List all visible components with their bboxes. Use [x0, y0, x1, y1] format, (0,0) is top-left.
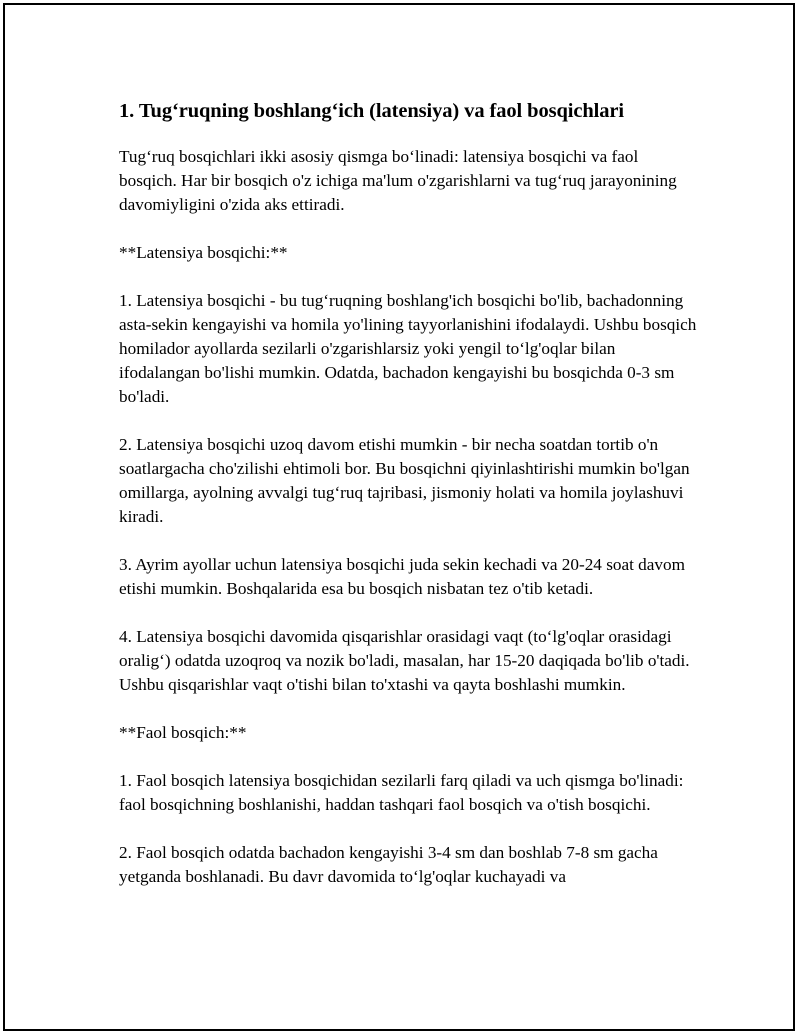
latent-phase-heading: **Latensiya bosqichi:**	[119, 243, 288, 262]
latent-point-3: 3. Ayrim ayollar uchun latensiya bosqichi juda sekin kechadi va 20-24 soat davom etishi mumkin. Boshqalarida esa bu bosqich nisbatan tez o'tib ketadi.	[119, 555, 685, 598]
page-frame	[3, 3, 795, 1031]
document-title: 1. Tug‘ruqning boshlang‘ich (latensiya) va faol bosqichlari	[119, 100, 625, 122]
active-point-2: 2. Faol bosqich odatda bachadon kengayishi 3-4 sm dan boshlab 7-8 sm gacha yetganda boshlanadi. Bu davr davomida to‘lg'oqlar kuchayadi va	[119, 843, 658, 886]
active-point-1: 1. Faol bosqich latensiya bosqichidan sezilarli farq qiladi va uch qismga bo'linadi: faol bosqichning boshlanishi, haddan tashqari faol bosqich va o'tish bosqichi.	[119, 771, 684, 814]
document-body	[119, 97, 699, 913]
latent-point-2: 2. Latensiya bosqichi uzoq davom etishi mumkin - bir necha soatdan tortib o'n soatlargacha cho'zilishi ehtimoli bor. Bu bosqichni qiyinlashtirishi mumkin bo'lgan omillarga, ayolning avvalgi tug‘ruq tajribasi, jismoniy holati va homila joylashuvi kiradi.	[119, 435, 690, 526]
intro-paragraph: Tug‘ruq bosqichlari ikki asosiy qismga bo‘linadi: latensiya bosqichi va faol bosqich. Har bir bosqich o'z ichiga ma'lum o'zgarishlarni va tug‘ruq jarayonining davomiyligini o'zida aks ettiradi.	[119, 147, 677, 214]
latent-point-4: 4. Latensiya bosqichi davomida qisqarishlar orasidagi vaqt (to‘lg'oqlar orasidagi oralig‘) odatda uzoqroq va nozik bo'ladi, masalan, har 15-20 daqiqada bo'lib o'tadi. Ushbu qisqarishlar vaqt o'tishi bilan to'xtashi va qayta boshlashi mumkin.	[119, 627, 690, 694]
latent-point-1: 1. Latensiya bosqichi - bu tug‘ruqning boshlang'ich bosqichi bo'lib, bachadonning asta-sekin kengayishi va homila yo'lining tayyorlanishini ifodalaydi. Ushbu bosqich homilador ayollarda sezilarli o'zgarishlarsiz yoki yengil to‘lg'oqlar bilan ifodalangan bo'lishi mumkin. Odatda, bachadon kengayishi bu bosqichda 0-3 sm bo'ladi.	[119, 291, 697, 406]
active-phase-heading: **Faol bosqich:**	[119, 723, 247, 742]
